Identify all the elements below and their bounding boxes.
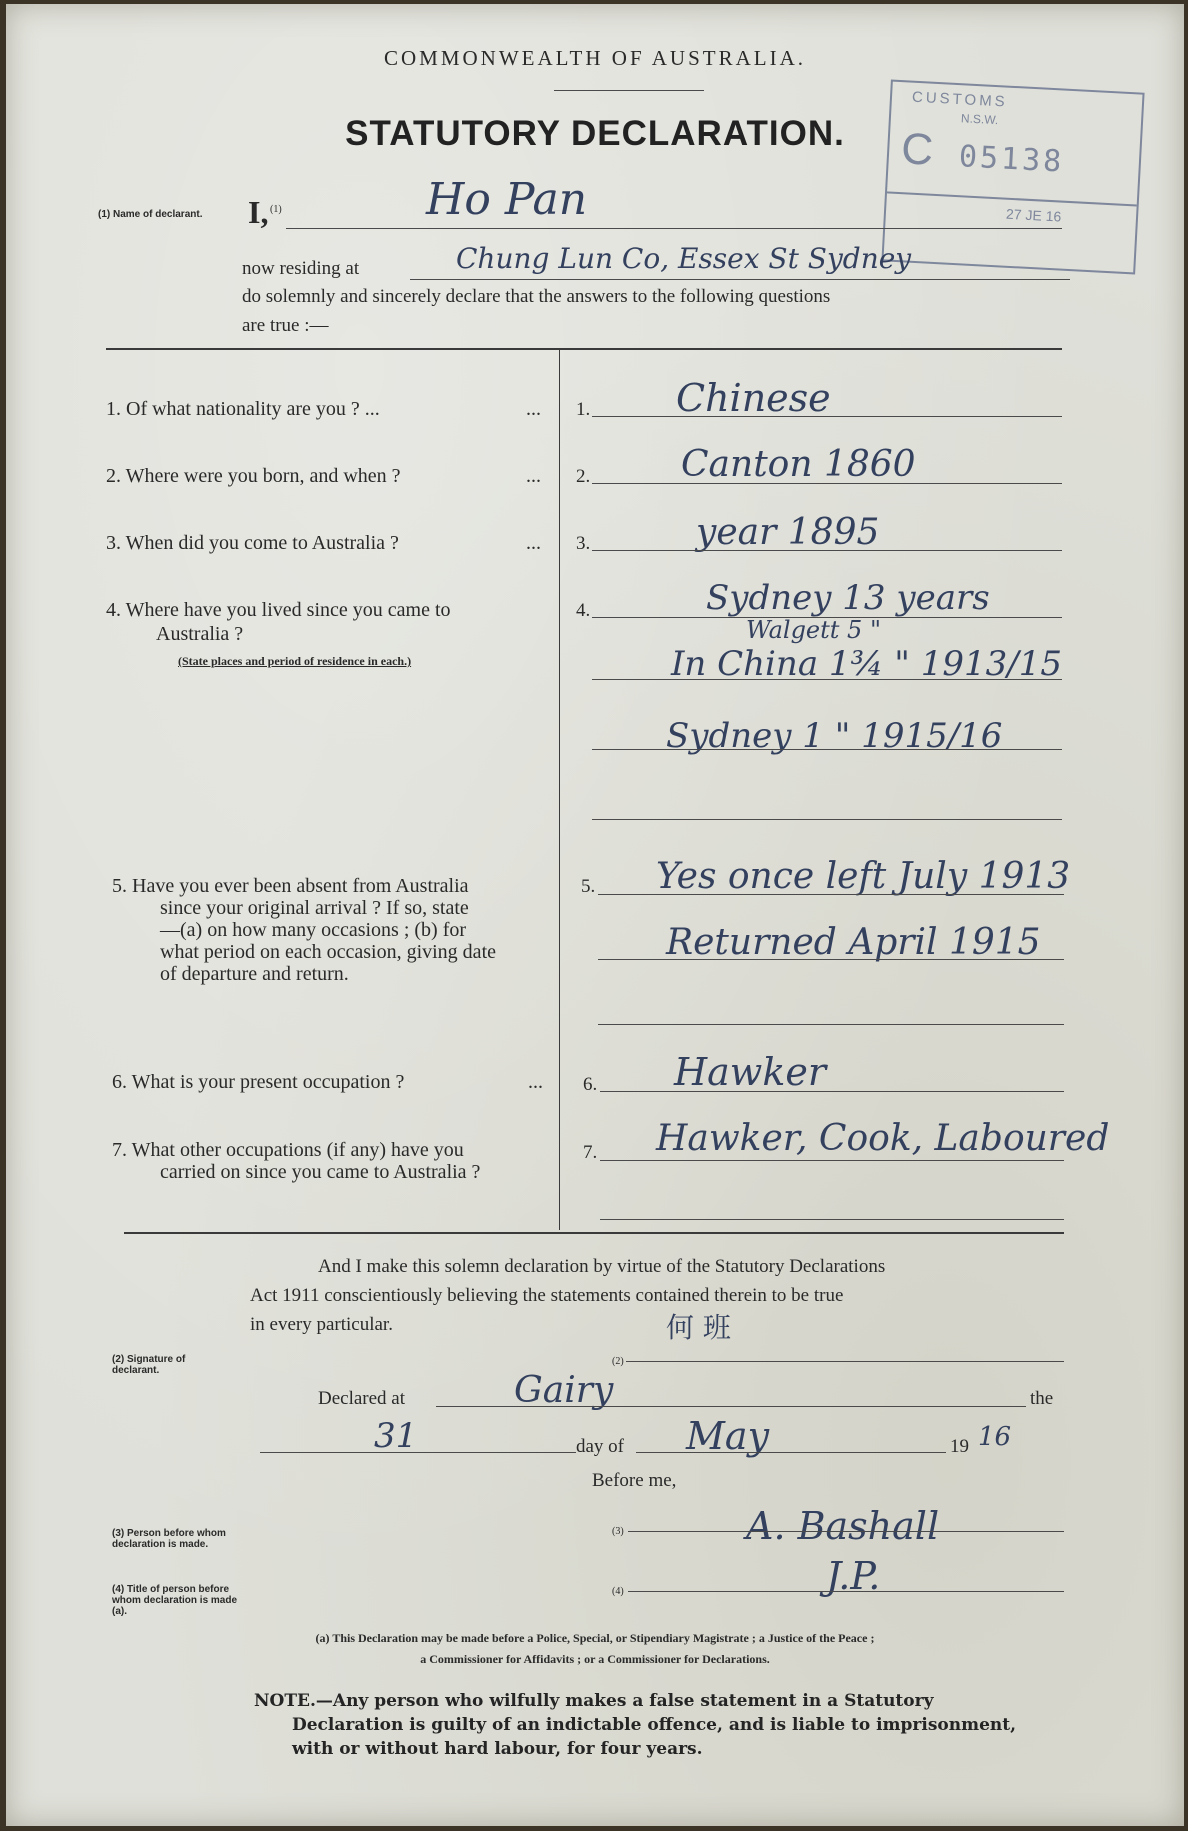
- answer-2: Canton 1860: [681, 444, 916, 485]
- note-line1: NOTE.—Any person who wilfully makes a false statement in a Statutory: [254, 1691, 934, 1711]
- note-line3: with or without hard labour, for four years.: [292, 1739, 703, 1759]
- bottom-rule: [124, 1232, 1064, 1234]
- answer-5-line1: Yes once left July 1913: [656, 856, 1071, 897]
- question-7-cont: carried on since you came to Australia ?: [160, 1161, 481, 1183]
- question-7: 7. What other occupations (if any) have you: [112, 1139, 464, 1161]
- day-value: 31: [374, 1416, 418, 1456]
- question-1: 1. Of what nationality are you ? ...: [106, 398, 380, 420]
- margin-note-title: (4) Title of person before whom declaration is made (a).: [112, 1584, 238, 1617]
- declare-text: do solemnly and sincerely declare that the answers to the following questions: [242, 286, 831, 307]
- margin-note-person: (3) Person before whom declaration is made.: [112, 1528, 226, 1550]
- stamp-date: 27 JE 16: [1005, 205, 1062, 225]
- witness-signature: A. Bashall: [746, 1504, 940, 1548]
- declarant-signature: 何 班: [666, 1311, 731, 1344]
- declarant-name: Ho Pan: [426, 174, 588, 225]
- answer-num-5: 5.: [581, 876, 596, 897]
- question-5-line3: —(a) on how many occasions ; (b) for: [160, 919, 467, 941]
- answer-num-7: 7.: [583, 1142, 598, 1163]
- question-5-line5: of departure and return.: [160, 963, 349, 985]
- stamp-letter: C: [900, 124, 935, 175]
- answer-num-3: 3.: [576, 533, 591, 554]
- declared-place: Gairy: [514, 1370, 614, 1411]
- ref-1: (1): [270, 204, 282, 215]
- question-2: 2. Where were you born, and when ?: [106, 465, 401, 487]
- stamp-line2: N.S.W.: [960, 111, 999, 128]
- margin-note-name: (1) Name of declarant.: [98, 209, 203, 220]
- are-true: are true :—: [242, 315, 329, 336]
- stamp-line1: CUSTOMS: [911, 88, 1009, 111]
- day-of-label: day of: [576, 1436, 625, 1457]
- document-page: COMMONWEALTH OF AUSTRALIA. STATUTORY DECLARATION. CUSTOMS N.S.W. C 05138 27 JE 16 (1) Name of declarant. I, (1) Ho Pan now residing at Chung Lun Co, Essex St Sydney do solemnly and sincerely declare that the answers to the following questions are true :— 1. Of what nationality are you ? ... ... 1. Chinese 2. Where were you born, and when ? ... 2. Canton 1860 3. When did you come to Australia ? ... 3. year 1895 4. Where have you lived since you came to Australia ? (State places and period of residence in each.) 4. Sydney 13 years Walgett 5 " In China 1¾ " 1913/15 Sydney 1 " 1915/16 5. Have you ever been absent from Australia since your original arrival ? If so, state —(a) on how many occasions ; (b) for what period on each occasion, giving date of departure and return. 5. Yes once left July 1913 Returned April 1915 6. What is your present occupation ? ... 6. Hawker 7. What other occupations (if any) have you carried on since you came to Australia ? 7. Hawker, Cook, Laboured And I make this solemn declaration by virtue of the Statutory Declarations Act 1911 conscientiously believing the statements contained therein to be true in every particular. (2) Signature of declarant. 何 班 (2) Declared at Gairy the 31 day of May 19 16 Before me, (3) Person before whom declaration is made. A. Bashall (3) (4) Title of person before whom declaration is made (a). J.P. (4) (a) This Declaration may be made before a Police, Special, or Stipendiary Magistrate ; a Justice of the Peace ; a Commissioner for Affidavits ; or a Commissioner for Declarations. NOTE.—Any person who wilfully makes a false statement in a Statutory Declaration is guilty of an indictable offence, and is liable to imprisonment, with or without hard labour, for four years.: [6, 4, 1184, 1826]
- the-label: the: [1030, 1388, 1054, 1409]
- question-3: 3. When did you come to Australia ?: [106, 532, 399, 554]
- footnote-line1: (a) This Declaration may be made before a Police, Special, or Stipendiary Magistrate ; a Justice of the Peace ;: [315, 1631, 875, 1645]
- answer-5-line2: Returned April 1915: [666, 922, 1041, 963]
- answer-4-line4: Sydney 1 " 1915/16: [666, 716, 1003, 756]
- declared-at-label: Declared at: [318, 1388, 406, 1409]
- residence: Chung Lun Co, Essex St Sydney: [456, 242, 912, 275]
- i-label: I,: [248, 194, 269, 230]
- answer-3: year 1895: [696, 512, 880, 553]
- witness-title: J.P.: [826, 1554, 881, 1598]
- question-4-cont: Australia ?: [156, 623, 244, 645]
- column-divider: [559, 350, 560, 1230]
- answer-num-2: 2.: [576, 466, 591, 487]
- document-title: STATUTORY DECLARATION.: [345, 114, 845, 153]
- customs-stamp: [881, 79, 1144, 274]
- year-prefix: 19: [950, 1436, 969, 1457]
- commonwealth-heading: COMMONWEALTH OF AUSTRALIA.: [384, 46, 806, 70]
- top-rule: [106, 348, 1062, 350]
- answer-4-line1: Sydney 13 years: [706, 578, 990, 618]
- margin-note-signature: (2) Signature of declarant.: [112, 1354, 186, 1376]
- question-4-note: (State places and period of residence in each.): [178, 654, 412, 668]
- answer-7: Hawker, Cook, Laboured: [656, 1118, 1110, 1159]
- question-6: 6. What is your present occupation ?: [112, 1071, 405, 1093]
- footnote-line2: a Commissioner for Affidavits ; or a Commissioner for Declarations.: [420, 1652, 770, 1666]
- closing-line2: Act 1911 conscientiously believing the statements contained therein to be true: [250, 1285, 844, 1306]
- stamp-number: 05138: [958, 139, 1066, 180]
- answer-4-line3: In China 1¾ " 1913/15: [671, 644, 1062, 684]
- answer-num-1: 1.: [576, 399, 591, 420]
- before-me: Before me,: [592, 1470, 677, 1491]
- question-5-line2: since your original arrival ? If so, state: [160, 897, 469, 919]
- residing-label: now residing at: [242, 258, 360, 279]
- answer-4-line2: Walgett 5 ": [746, 616, 881, 644]
- question-5: 5. Have you ever been absent from Australia: [112, 875, 469, 897]
- answer-6: Hawker: [674, 1050, 826, 1094]
- answer-num-6: 6.: [583, 1074, 598, 1095]
- note-line2: Declaration is guilty of an indictable offence, and is liable to imprisonment,: [292, 1715, 1017, 1735]
- month-value: May: [686, 1414, 770, 1458]
- answer-1: Chinese: [676, 376, 831, 420]
- question-5-line4: what period on each occasion, giving date: [160, 941, 496, 963]
- question-4: 4. Where have you lived since you came to: [106, 599, 451, 621]
- year-value: 16: [978, 1422, 1012, 1452]
- answer-num-4: 4.: [576, 600, 591, 621]
- closing-line3: in every particular.: [250, 1314, 393, 1335]
- closing-line1: And I make this solemn declaration by virtue of the Statutory Declarations: [318, 1256, 886, 1277]
